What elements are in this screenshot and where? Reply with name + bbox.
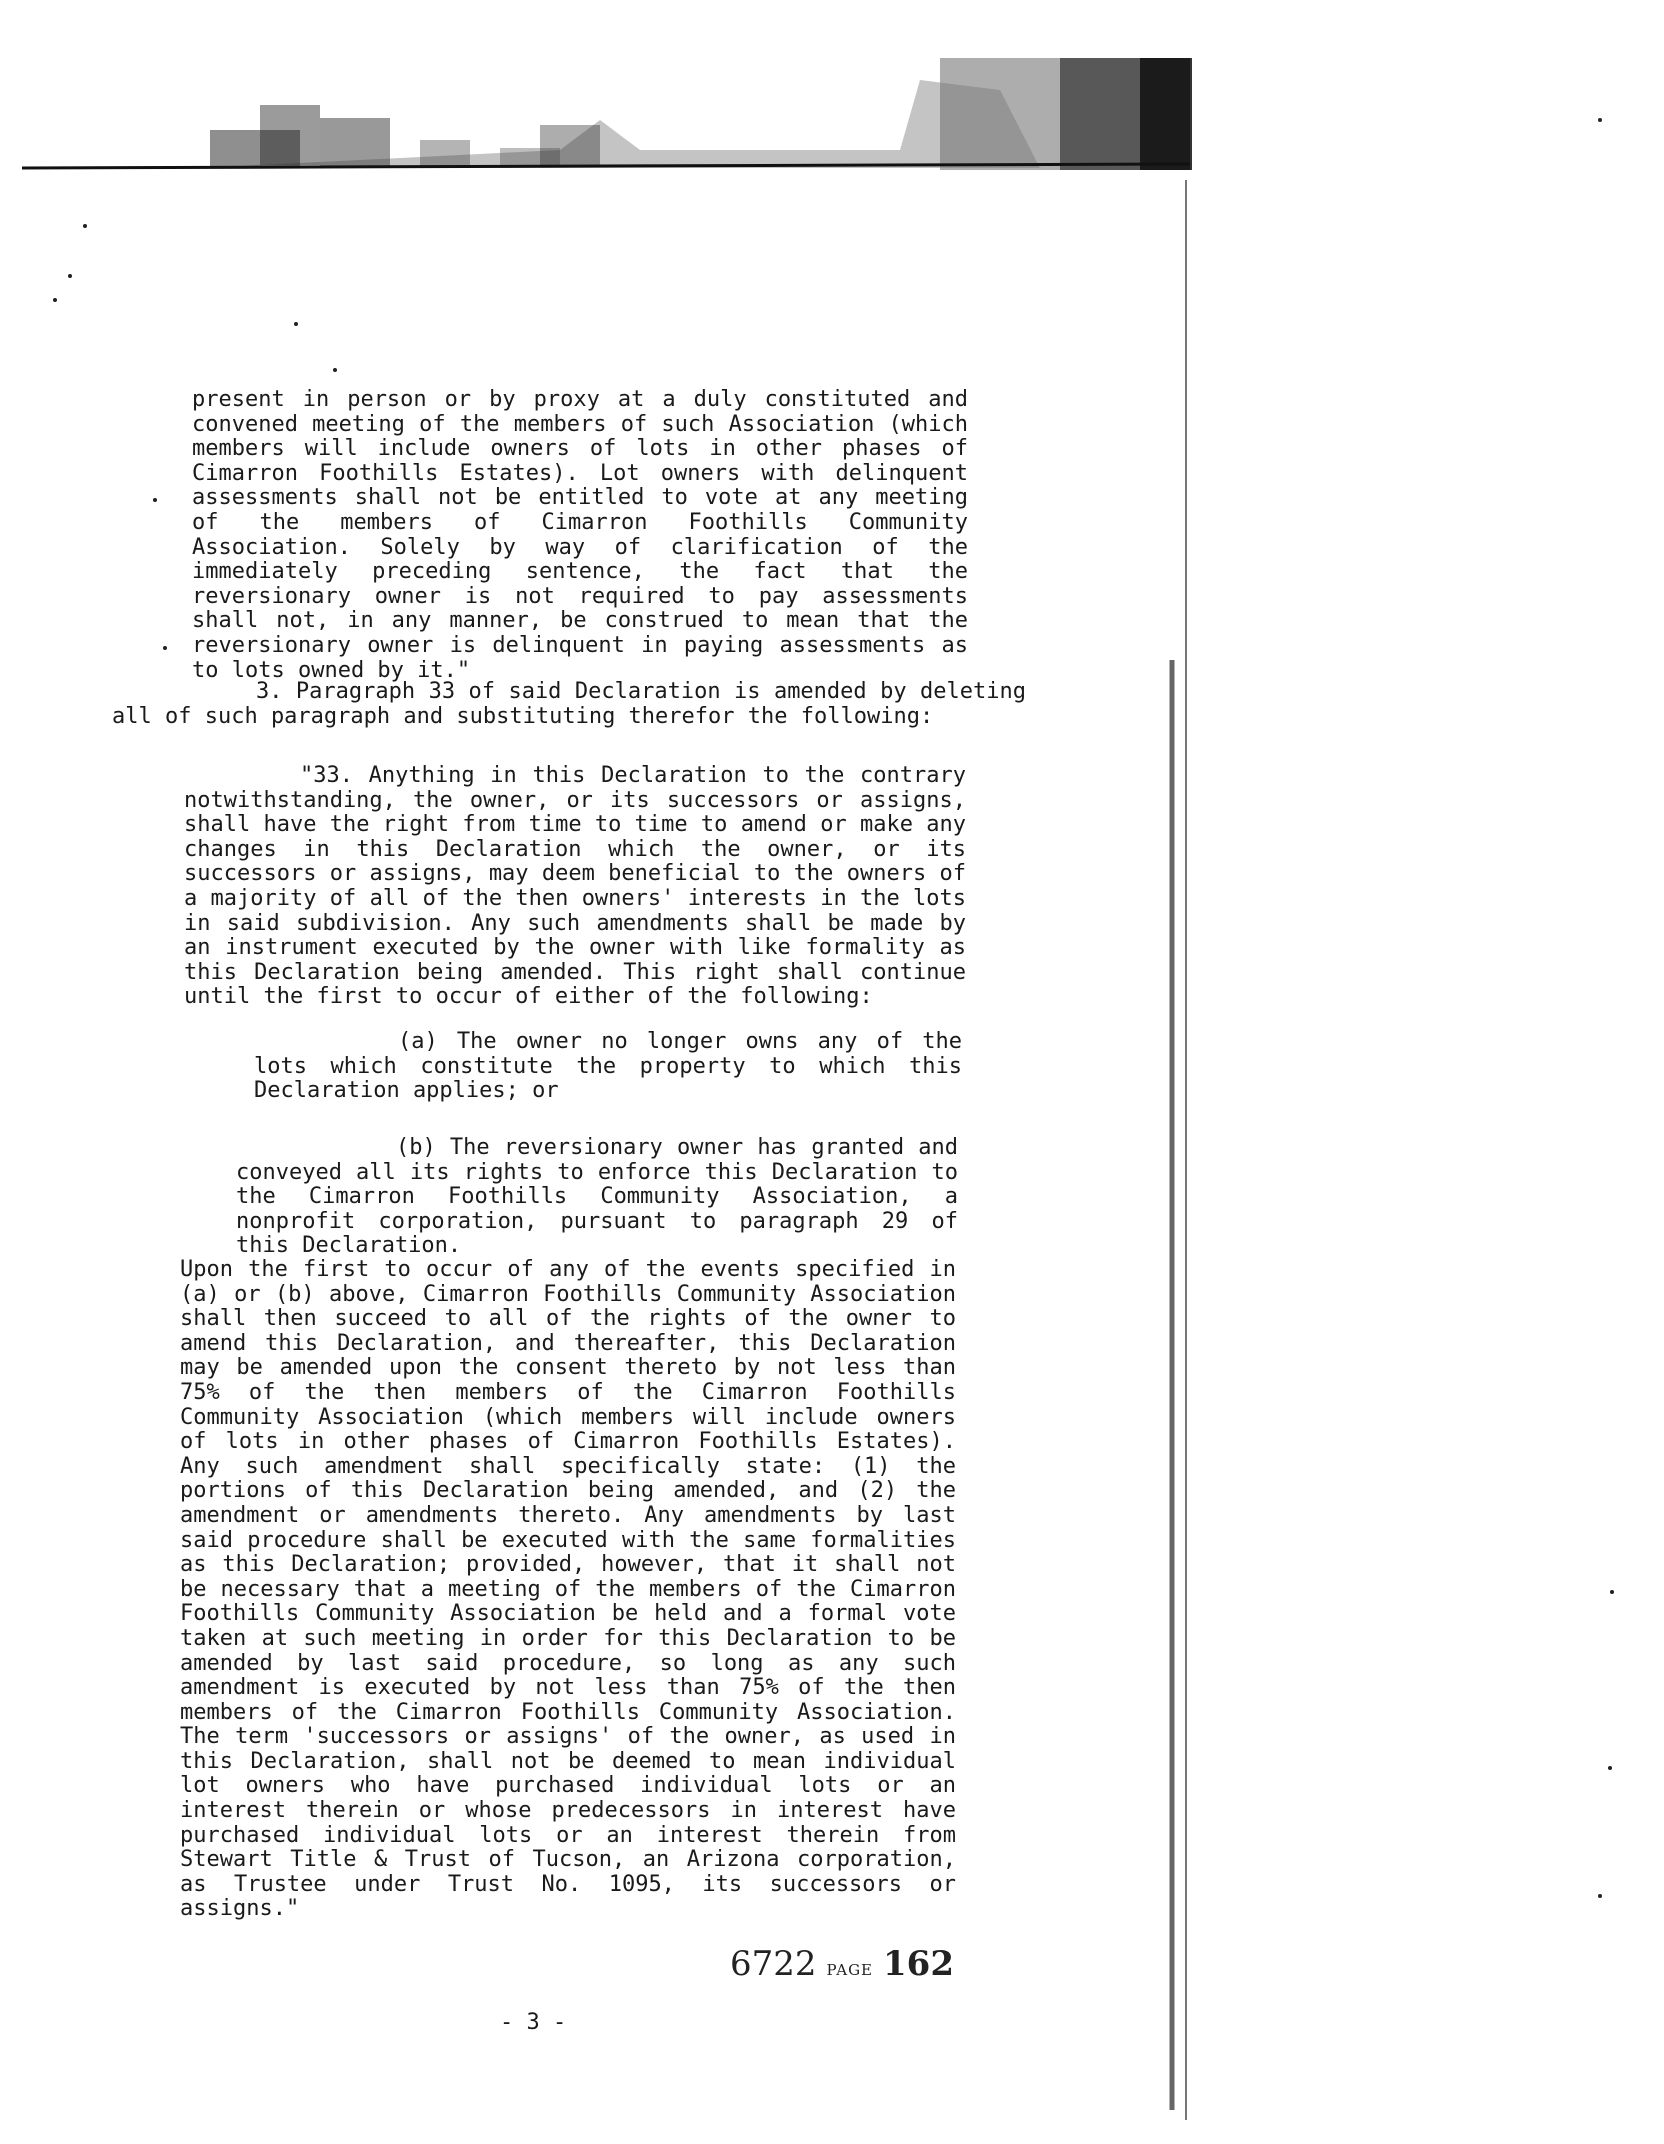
paragraph-33-text: "33. Anything in this Declaration to the contrary notwithstanding, the owner, or its successors or assigns, shall have the right from time to time to amend or make any changes in this Declaration which the owner, or its successors or assigns, may deem beneficial to the owners of a majority of all of the then owners' interests in the lots in said subdivision. Any such amendments shall be made by an instrument executed by the owner with like formality as this Declaration being amended. This right shall continue until the first to occur of either of the following: <box>184 763 966 1010</box>
top-scan-smudge <box>200 58 1192 170</box>
book-number: 6722 <box>730 1944 817 1984</box>
paragraph-continuation: present in person or by proxy at a duly constituted and convened meeting of the members of such Association (which members will include owners of lots in other phases of Cimarron Foothills Estates). Lot owners with delinquent assessments shall not be entitled to vote at any meeting of the members of Cimarron Foothills Community Association. Solely by way of clarification of the immediately preceding sentence, the fact that the reversionary owner is not required to pay assessments shall not, in any manner, be construed to mean that the reversionary owner is delinquent in paying assessments as to lots owned by it." <box>192 387 968 683</box>
page-number: - 3 - <box>500 2010 567 2035</box>
book-page-stamp <box>730 1944 954 1984</box>
recorded-page-number: 162 <box>883 1944 954 1984</box>
amendment-procedure-paragraph: Upon the first to occur of any of the events specified in (a) or (b) above, Cimarron Foothills Community Association shall then succeed to all of the rights of the owner to amend this Declaration, and thereafter, this Declaration may be amended upon the consent thereto by not less than 75% of the then members of the Cimarron Foothills Community Association (which members will include owners of lots in other phases of Cimarron Foothills Estates). Any such amendment shall specifically state: (1) the portions of this Declaration being amended, and (2) the amendment or amendments thereto. Any amendments by last said procedure shall be executed with the same formalities as this Declaration; provided, however, that it shall not be necessary that a meeting of the members of the Cimarron Foothills Community Association be held and a formal vote taken at such meeting in order for this Declaration to be amended by last said procedure, so long as any such amendment is executed by not less than 75% of the then members of the Cimarron Foothills Community Association. The term 'successors or assigns' of the owner, as used in this Declaration, shall not be deemed to mean individual lot owners who have purchased individual lots or an interest therein or whose predecessors in interest have purchased individual lots or an interest therein from Stewart Title & Trust of Tucson, an Arizona corporation, as Trustee under Trust No. 1095, its successors or assigns." <box>180 1257 956 1922</box>
page-label: PAGE <box>826 1961 874 1979</box>
clause-b: (b) The reversionary owner has granted and conveyed all its rights to enforce this Declaration to the Cimarron Foothills Community Association, a nonprofit corporation, pursuant to paragraph 29 of this Declaration. <box>236 1135 958 1259</box>
section-3-intro: 3. Paragraph 33 of said Declaration is amended by deleting all of such paragraph and substituting therefor the following: <box>112 679 1026 729</box>
clause-a: (a) The owner no longer owns any of the lots which constitute the property to which this Declaration applies; or <box>254 1029 962 1104</box>
